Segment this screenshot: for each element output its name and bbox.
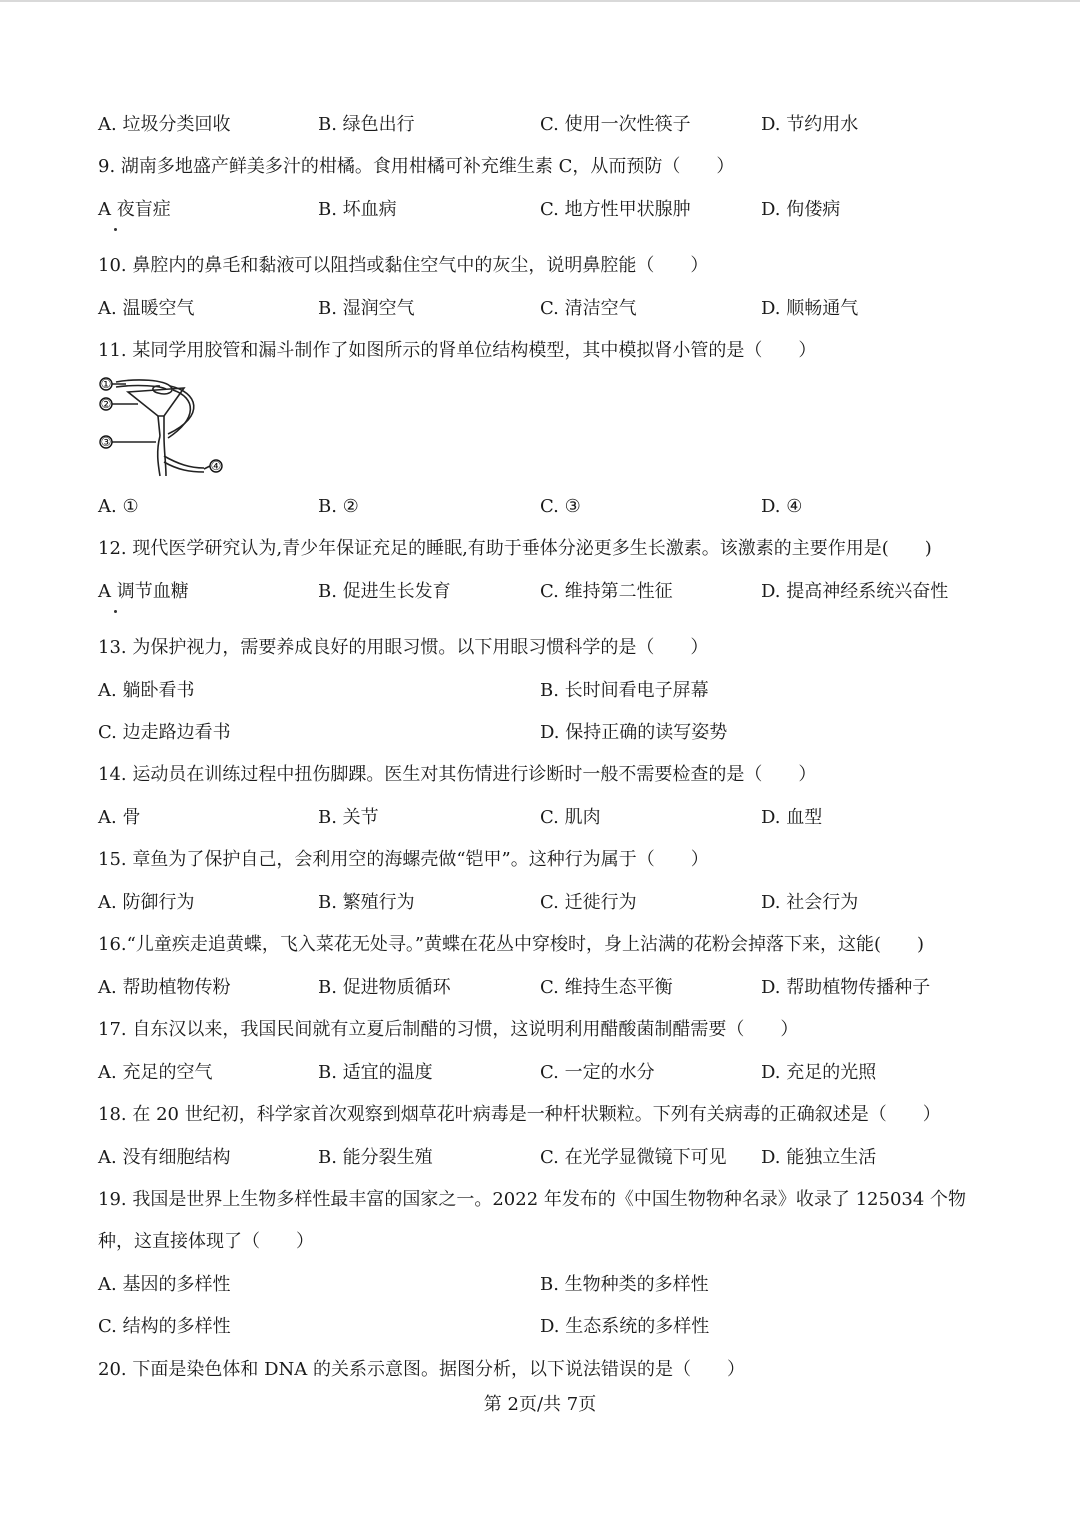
q14-option-d[interactable]: D. 血型: [761, 807, 823, 828]
q19-option-d[interactable]: D. 生态系统的多样性: [540, 1316, 710, 1337]
q11-option-a[interactable]: A. ①: [98, 496, 139, 517]
q17-option-b[interactable]: B. 适宜的温度: [318, 1062, 433, 1083]
q10-option-b[interactable]: B. 湿润空气: [318, 298, 415, 319]
q13-option-b[interactable]: B. 长时间看电子屏幕: [540, 680, 709, 701]
q19-stem-line-1: 19. 我国是世界上生物多样性最丰富的国家之一。2022 年发布的《中国生物物种名录》收录了 125034 个物: [98, 1189, 967, 1210]
q15-stem: 15. 章鱼为了保护自己，会利用空的海螺壳做“铠甲”。这种行为属于（ ）: [98, 849, 709, 870]
q12-option-c[interactable]: C. 维持第二性征: [540, 581, 673, 602]
q16-option-b[interactable]: B. 促进物质循环: [318, 977, 451, 998]
q19-option-a[interactable]: A. 基因的多样性: [98, 1274, 231, 1295]
q18-stem: 18. 在 20 世纪初，科学家首次观察到烟草花叶病毒是一种杆状颗粒。下列有关病毒的正确叙述是（ ）: [98, 1104, 941, 1125]
q13-option-a[interactable]: A. 躺卧看书: [98, 680, 195, 701]
q14-stem: 14. 运动员在训练过程中扭伤脚踝。医生对其伤情进行诊断时一般不需要检查的是（ ）: [98, 764, 817, 785]
q12-option-d[interactable]: D. 提高神经系统兴奋性: [761, 581, 949, 602]
q11-option-b[interactable]: B. ②: [318, 496, 359, 517]
q15-option-c[interactable]: C. 迁徙行为: [540, 892, 637, 913]
q13-option-c[interactable]: C. 边走路边看书: [98, 722, 231, 743]
q18-option-c[interactable]: C. 在光学显微镜下可见: [540, 1147, 727, 1168]
q15-option-b[interactable]: B. 繁殖行为: [318, 892, 415, 913]
q15-option-a[interactable]: A. 防御行为: [98, 892, 195, 913]
q9-option-c[interactable]: C. 地方性甲状腺肿: [540, 199, 691, 220]
q16-option-c[interactable]: C. 维持生态平衡: [540, 977, 673, 998]
q8-option-b[interactable]: B. 绿色出行: [318, 114, 415, 135]
scan-dot: [114, 610, 117, 613]
q10-option-d[interactable]: D. 顺畅通气: [761, 298, 859, 319]
q12-stem: 12. 现代医学研究认为,青少年保证充足的睡眠,有助于垂体分泌更多生长激素。该激素的主要作用是( ): [98, 538, 932, 559]
q19-option-c[interactable]: C. 结构的多样性: [98, 1316, 231, 1337]
q15-option-d[interactable]: D. 社会行为: [761, 892, 859, 913]
q8-option-a[interactable]: A. 垃圾分类回收: [98, 114, 231, 135]
top-border: [0, 0, 1080, 2]
scan-dot: [114, 228, 117, 231]
q16-option-a[interactable]: A. 帮助植物传粉: [98, 977, 231, 998]
q11-option-d[interactable]: D. ④: [761, 496, 803, 517]
q9-stem: 9. 湖南多地盛产鲜美多汁的柑橘。食用柑橘可补充维生素 C，从而预防（ ）: [98, 156, 735, 177]
q13-stem: 13. 为保护视力，需要养成良好的用眼习惯。以下用眼习惯科学的是（ ）: [98, 637, 709, 658]
nephron-model-figure: [98, 376, 228, 481]
figure-label-4: ④: [210, 459, 222, 473]
q19-stem-line-2: 种，这直接体现了（ ）: [98, 1231, 314, 1252]
q10-option-a[interactable]: A. 温暖空气: [98, 298, 195, 319]
q10-stem: 10. 鼻腔内的鼻毛和黏液可以阻挡或黏住空气中的灰尘，说明鼻腔能（ ）: [98, 255, 709, 276]
q17-option-c[interactable]: C. 一定的水分: [540, 1062, 655, 1083]
q8-option-d[interactable]: D. 节约用水: [761, 114, 859, 135]
q18-option-d[interactable]: D. 能独立生活: [761, 1147, 877, 1168]
q10-option-c[interactable]: C. 清洁空气: [540, 298, 637, 319]
q14-option-a[interactable]: A. 骨: [98, 807, 141, 828]
q14-option-c[interactable]: C. 肌肉: [540, 807, 601, 828]
q17-stem: 17. 自东汉以来，我国民间就有立夏后制醋的习惯，这说明利用醋酸菌制醋需要（ ）: [98, 1019, 799, 1040]
q18-option-b[interactable]: B. 能分裂生殖: [318, 1147, 433, 1168]
q11-option-c[interactable]: C. ③: [540, 496, 581, 517]
figure-label-3: ③: [100, 435, 112, 449]
q16-option-d[interactable]: D. 帮助植物传播种子: [761, 977, 931, 998]
q12-option-a[interactable]: A 调节血糖: [98, 581, 189, 602]
figure-label-1: ①: [100, 377, 112, 391]
q12-option-b[interactable]: B. 促进生长发育: [318, 581, 451, 602]
q9-option-b[interactable]: B. 坏血病: [318, 199, 397, 220]
q9-option-d[interactable]: D. 佝偻病: [761, 199, 841, 220]
q20-stem: 20. 下面是染色体和 DNA 的关系示意图。据图分析，以下说法错误的是（ ）: [98, 1359, 745, 1380]
q16-stem: 16.“儿童疾走追黄蝶，飞入菜花无处寻。”黄蝶在花丛中穿梭时，身上沾满的花粉会掉落下来，这能( ): [98, 934, 925, 955]
page-number-footer: 第 2页/共 7页: [483, 1394, 597, 1415]
q18-option-a[interactable]: A. 没有细胞结构: [98, 1147, 231, 1168]
q8-option-c[interactable]: C. 使用一次性筷子: [540, 114, 691, 135]
q17-option-d[interactable]: D. 充足的光照: [761, 1062, 877, 1083]
q13-option-d[interactable]: D. 保持正确的读写姿势: [540, 722, 728, 743]
q19-option-b[interactable]: B. 生物种类的多样性: [540, 1274, 709, 1295]
q9-option-a[interactable]: A 夜盲症: [98, 199, 171, 220]
q17-option-a[interactable]: A. 充足的空气: [98, 1062, 213, 1083]
figure-label-2: ②: [100, 397, 112, 411]
q11-stem: 11. 某同学用胶管和漏斗制作了如图所示的肾单位结构模型，其中模拟肾小管的是（ ）: [98, 340, 817, 361]
q14-option-b[interactable]: B. 关节: [318, 807, 379, 828]
